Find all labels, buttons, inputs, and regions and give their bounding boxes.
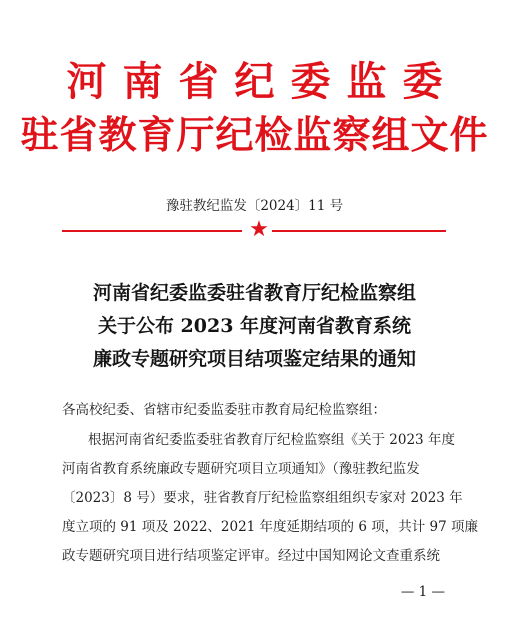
divider-line-left — [62, 230, 242, 232]
salutation: 各高校纪委、省辖市纪委监委驻市教育局纪检监察组： — [62, 402, 386, 418]
document-number: 豫驻教纪监发〔2024〕11 号 — [165, 198, 344, 214]
body-line: 〔2023〕8 号）要求，驻省教育厅纪检监察组组织专家对 2023 年 — [62, 490, 463, 506]
issuer-header-line2: 驻省教育厅纪检监察组文件 — [20, 112, 489, 157]
body-line: 政专题研究项目进行结项鉴定评审。经过中国知网论文查重系统 — [62, 548, 440, 564]
star-icon: ★ — [249, 217, 269, 242]
body-line: 根据河南省纪委监委驻省教育厅纪检监察组《关于 2023 年度 — [88, 432, 455, 448]
document-title-line3: 廉政专题研究项目结项鉴定结果的通知 — [92, 348, 416, 370]
divider-line-right — [272, 230, 446, 232]
body-line: 度立项的 91 项及 2022、2021 年度延期结项的 6 项，共计 97 项廉 — [62, 519, 478, 535]
body-line: 河南省教育系统廉政专题研究项目立项通知》（豫驻教纪监发 — [62, 461, 420, 477]
red-divider — [62, 217, 446, 244]
document-title-line2: 关于公布 2023 年度河南省教育系统 — [97, 315, 412, 337]
issuer-header-line1: 河南省纪委监委 — [66, 58, 459, 105]
document-title-line1: 河南省纪委监委驻省教育厅纪检监察组 — [92, 282, 416, 304]
page-number: — 1 — — [400, 584, 445, 600]
